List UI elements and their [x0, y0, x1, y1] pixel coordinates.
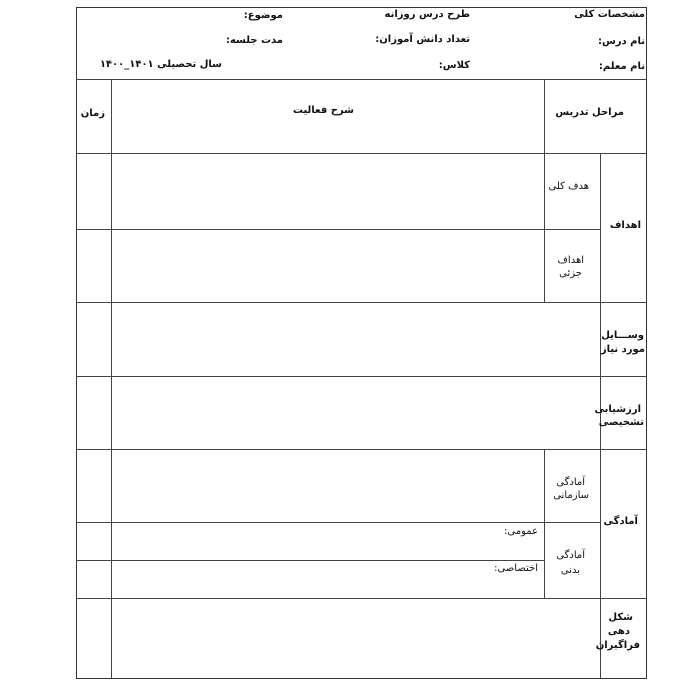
goals-bottom-rule: [76, 302, 647, 303]
main-row-rule-goals: [600, 153, 601, 302]
general-readiness-label: عمومی:: [504, 526, 538, 537]
assessment-line1: ارزشیابی: [594, 404, 641, 415]
subrow-column-rule-readiness: [544, 449, 545, 598]
academic-year-label: سال تحصیلی ۱۴۰۱_۱۴۰۰: [99, 59, 222, 70]
assessment-line2: تشخیصی: [598, 417, 644, 428]
main-row-rule-grouping: [600, 598, 601, 679]
main-row-rule-readiness: [600, 449, 601, 598]
subrow-column-rule-goals: [544, 153, 545, 302]
stage-column-rule: [544, 79, 545, 153]
goals-split-rule: [76, 229, 600, 230]
phys-readiness-line2: بدنی: [560, 565, 580, 576]
readiness-label: آمادگی: [603, 516, 638, 527]
lesson-name-label: نام درس:: [597, 36, 645, 47]
session-duration-label: مدت جلسه:: [225, 35, 283, 46]
readiness-bottom-rule: [76, 598, 647, 599]
general-specs-label: مشخصات کلی: [574, 9, 645, 20]
tools-bottom-rule: [76, 376, 647, 377]
readiness-split-rule: [76, 522, 600, 523]
daily-lesson-plan-title: طرح درس روزانه: [384, 9, 470, 20]
subject-label: موضوع:: [243, 10, 283, 21]
goals-label: اهداف: [609, 220, 641, 231]
time-header: زمان: [80, 108, 105, 119]
org-readiness-line2: سازمانی: [553, 490, 589, 501]
header-bottom-rule: [76, 79, 647, 80]
grouping-line2: دهی: [607, 626, 630, 637]
class-label: کلاس:: [438, 60, 470, 71]
general-specific-rule: [76, 560, 545, 561]
partial-goals-line2: جزئی: [559, 268, 582, 279]
time-column-rule: [111, 79, 112, 679]
tools-line1: وســـایل: [601, 330, 644, 341]
activity-description-header: شرح فعالیت: [292, 105, 354, 116]
teaching-stages-header: مراحل تدریس: [555, 107, 624, 118]
general-goal-label: هدف کلی: [548, 181, 589, 192]
student-count-label: تعداد دانش آموزان:: [375, 34, 470, 45]
tools-line2: مورد نیاز: [600, 344, 645, 355]
org-readiness-line1: آمادگی: [556, 477, 585, 488]
grouping-line1: شکل: [608, 612, 633, 623]
column-header-rule: [76, 153, 647, 154]
specific-readiness-label: اختصاصی:: [494, 563, 538, 574]
phys-readiness-line1: آمادگی: [556, 550, 585, 561]
partial-goals-line1: اهداف: [557, 255, 584, 266]
teacher-name-label: نام معلم:: [598, 61, 645, 72]
grouping-line3: فراگیران: [595, 640, 640, 651]
assessment-bottom-rule: [76, 449, 647, 450]
